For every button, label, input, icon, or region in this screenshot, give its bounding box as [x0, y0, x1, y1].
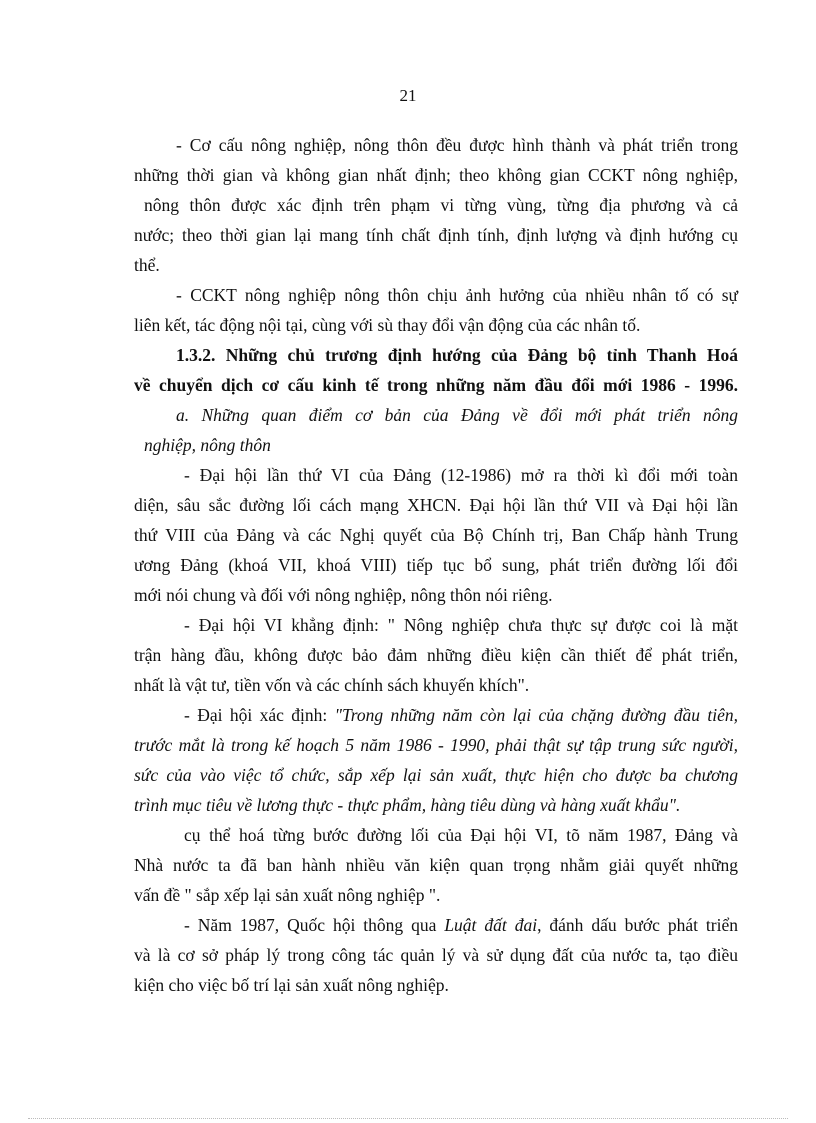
text-line: - CCKT nông nghiệp nông thôn chịu ảnh hưởng của nhiều nhân tố có sự [176, 285, 738, 305]
text-line: mới nói chung và đối với nông nghiệp, nông thôn nói riêng. [134, 585, 553, 605]
subsection-heading-line: a. Những quan điểm cơ bản của Đảng về đổi mới phát triển nông [176, 405, 738, 425]
law-title-run: Luật đất đai [444, 915, 538, 935]
text-line: Nhà nước ta đã ban hành nhiều văn kiện quan trọng nhằm giải quyết những [134, 855, 738, 875]
text-line: ương Đảng (khoá VII, khoá VIII) tiếp tục bổ sung, phát triển đường lối đổi [134, 555, 738, 575]
text-run: - Năm 1987, Quốc hội thông qua [184, 915, 445, 935]
quote-line: trình mục tiêu về lương thực - thực phẩm, hàng tiêu dùng và hàng xuất khẩu". [134, 795, 681, 815]
page-bottom-rule [28, 1118, 788, 1119]
text-line: những thời gian và không gian nhất định; theo không gian CCKT nông nghiệp, [134, 165, 738, 185]
document-body [134, 130, 738, 1000]
text-line: và là cơ sở pháp lý trong công tác quản lý và sử dụng đất của nước ta, tạo điều [134, 945, 738, 965]
section-heading-line: 1.3.2. Những chủ trương định hướng của Đảng bộ tỉnh Thanh Hoá [176, 345, 738, 365]
text-line [134, 700, 738, 730]
page-number: 21 [399, 86, 417, 105]
text-line: thể. [134, 255, 160, 275]
subsection-heading-line: nghiệp, nông thôn [144, 435, 271, 455]
text-line: - Đại hội VI khẳng định: " Nông nghiệp chưa thực sự được coi là mặt [184, 615, 738, 635]
text-line: diện, sâu sắc đường lối cách mạng XHCN. Đại hội lần thứ VII và Đại hội lần [134, 495, 738, 515]
quote-line: trước mắt là trong kế hoạch 5 năm 1986 - 1990, phải thật sự tập trung sức người, [134, 735, 738, 755]
text-line: - Đại hội lần thứ VI của Đảng (12-1986) mở ra thời kì đổi mới toàn [184, 465, 738, 485]
text-line: nước; theo thời gian lại mang tính chất định tính, định lượng và định hướng cụ [134, 225, 738, 245]
text-line: - Cơ cấu nông nghiệp, nông thôn đều được hình thành và phát triển trong [176, 135, 738, 155]
quote-run: "Trong những năm còn lại của chặng đường đầu tiên, [334, 705, 738, 725]
text-line: liên kết, tác động nội tại, cùng với sù thay đổi vận động của các nhân tố. [134, 315, 641, 335]
text-line: kiện cho việc bố trí lại sản xuất nông nghiệp. [134, 975, 449, 995]
text-run: - Đại hội xác định: [184, 705, 335, 725]
text-line: nông thôn được xác định trên phạm vi từng vùng, từng địa phương và cả [144, 195, 738, 215]
section-heading-line: về chuyển dịch cơ cấu kinh tế trong những năm đầu đổi mới 1986 - 1996. [134, 375, 738, 395]
text-line: nhất là vật tư, tiền vốn và các chính sách khuyến khích". [134, 675, 530, 695]
text-line: vấn đề " sắp xếp lại sản xuất nông nghiệp ". [134, 885, 441, 905]
text-run: , đánh dấu bước phát triển [537, 915, 738, 935]
text-line [134, 910, 738, 940]
text-line: cụ thể hoá từng bước đường lối của Đại hội VI, tõ năm 1987, Đảng và [184, 825, 738, 845]
text-line: trận hàng đầu, không được bảo đảm những điều kiện cần thiết để phát triển, [134, 645, 738, 665]
text-line: thứ VIII của Đảng và các Nghị quyết của Bộ Chính trị, Ban Chấp hành Trung [134, 525, 738, 545]
quote-line: sức của vào việc tổ chức, sắp xếp lại sản xuất, thực hiện cho được ba chương [134, 765, 738, 785]
